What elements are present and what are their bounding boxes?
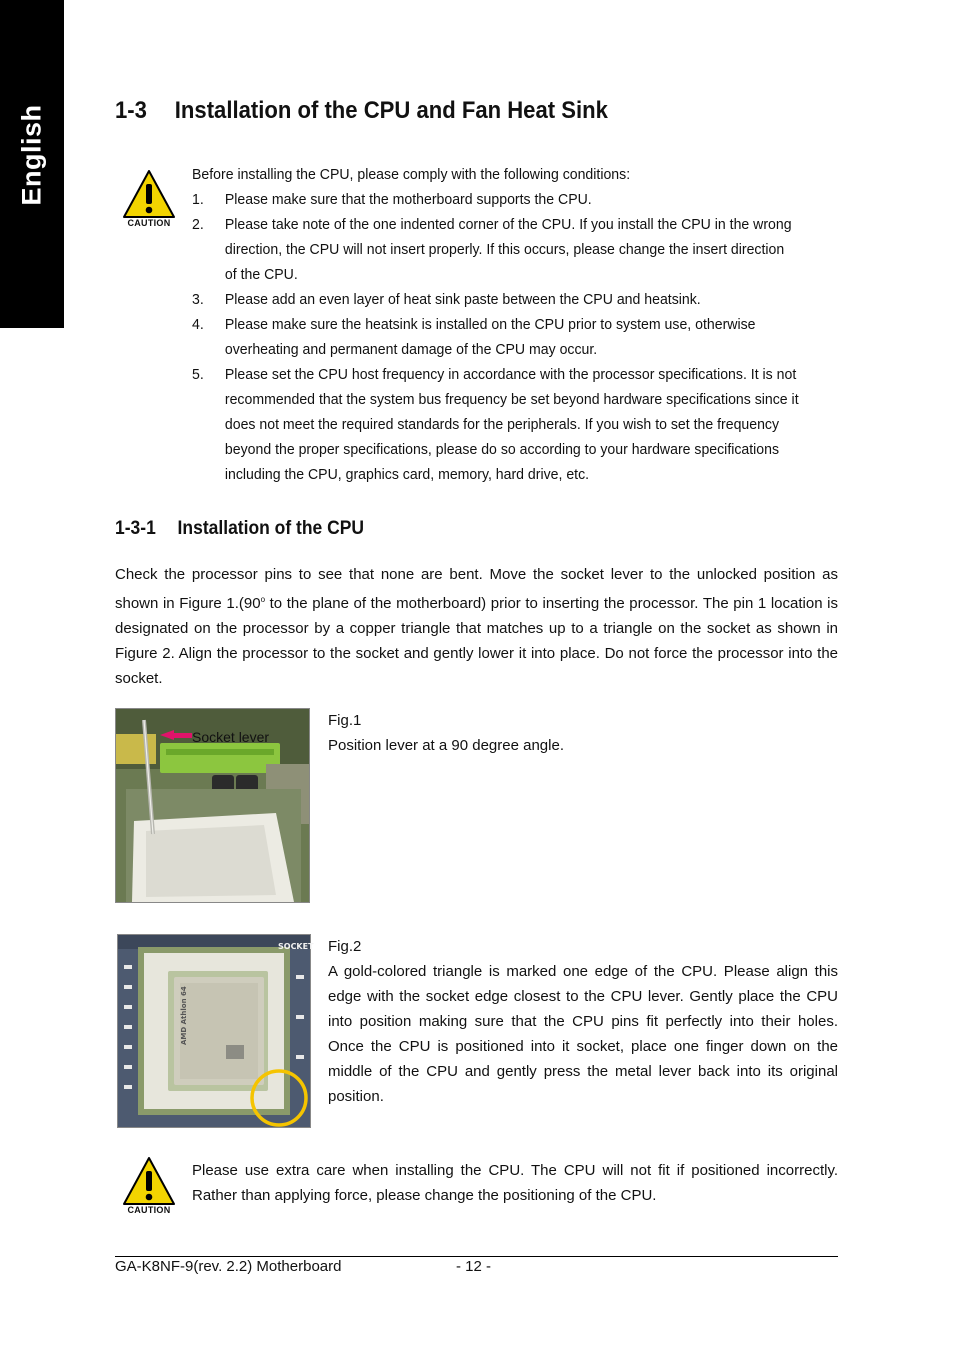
socket-lever-label: Socket lever: [192, 729, 270, 745]
list-item: 2. Please take note of the one indented corner of the CPU. If you install the CPU in the wrong direction, the CPU will not insert properly. If this occurs, please change the insert direction of the CPU.: [192, 216, 792, 283]
list-item: 5. Please set the CPU host frequency in accordance with the processor specifications. It is not recommended that the system bus frequency be set beyond hardware specifications since it does not meet the required standards for the peripherals. If you wish to set the frequency beyond the proper specifications, please do so according to your hardware specifications including the CPU, graphics card, memory, hard drive, etc.: [192, 366, 799, 483]
list-item: 4. Please make sure the heatsink is installed on the CPU prior to system use, otherwise overheating and permanent damage of the CPU may occur.: [192, 316, 756, 358]
installation-conditions: [192, 162, 799, 487]
footer-divider: [115, 1256, 838, 1257]
figure-1-label: Fig.1: [328, 712, 362, 729]
figure-2-photo: [117, 934, 314, 1128]
figure-2-label: Fig.2: [328, 938, 362, 955]
section-title: Installation of the CPU and Fan Heat Sink: [174, 97, 608, 124]
section-number: 1-3: [115, 97, 147, 124]
footer-model: GA-K8NF-9(rev. 2.2) Motherboard: [115, 1258, 342, 1275]
subsection-number: 1-3-1: [115, 518, 156, 539]
caution-icon: CAUTION: [121, 168, 177, 230]
caution-note: Please use extra care when installing the CPU. The CPU will not fit if positioned incorrectly. Rather than applying force, please change the positioning of the CPU.: [192, 1162, 838, 1204]
figure-2-text: A gold-colored triangle is marked one edge of the CPU. Please align this edge with the socket edge closest to the CPU lever. Gently place the CPU into position making sure that the CPU pins fit perfectly into their holes. Once the CPU is positioned into it socket, place one finger down on the middle of the CPU and gently press the metal lever back into its original position.: [328, 963, 838, 1105]
socket-mark: SOCKET: [278, 942, 314, 951]
subsection-heading: [115, 518, 364, 540]
caution-icon: CAUTION: [121, 1155, 177, 1217]
list-item: 3. Please add an even layer of heat sink paste between the CPU and heatsink.: [192, 291, 701, 308]
figure-2-caption: [328, 934, 838, 1109]
section-heading: [115, 97, 608, 125]
figure-1-text: Position lever at a 90 degree angle.: [328, 737, 564, 754]
chip-marking: AMD Athlon 64: [180, 986, 188, 1045]
language-side-tab: [0, 0, 64, 328]
figure-1-caption: [328, 708, 838, 758]
list-item: 1. Please make sure that the motherboard supports the CPU.: [192, 191, 592, 208]
language-tab-label: English: [16, 104, 47, 206]
conditions-list: [192, 187, 799, 487]
subsection-title: Installation of the CPU: [177, 518, 365, 539]
figure-1-photo: [115, 708, 310, 903]
page-number: - 12 -: [456, 1258, 492, 1275]
conditions-lead: Before installing the CPU, please comply with the following conditions:: [192, 166, 631, 183]
install-paragraph: Check the processor pins to see that none are bent. Move the socket lever to the unlocked position as shown in Figure 1.(90$^o$ to the plane of the motherboard) prior to inserting the processor. The pin 1 location is designated on the processor by a copper triangle that matches up to a triangle on the socket as shown in Figure 2. Align the processor to the socket and gently lower it into place. Do not force the processor into the socket.: [115, 566, 838, 687]
